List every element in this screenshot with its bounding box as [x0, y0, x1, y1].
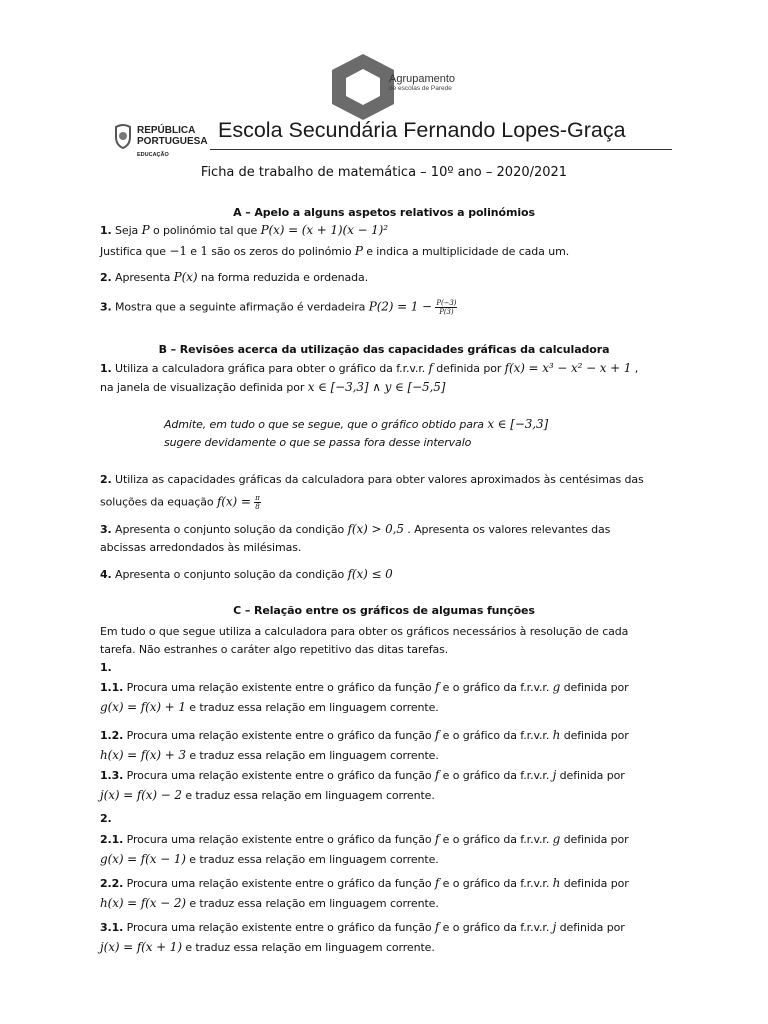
section-a-title: A – Apelo a alguns aspetos relativos a polinómios: [233, 206, 535, 219]
c-item-line1: 2.2. Procura uma relação existente entre o gráfico da função f e o gráfico da f.r.v.r. h definida por: [100, 876, 629, 890]
a-q3-fraction: $\frac{P(-3)}{P(3)}$: [436, 299, 457, 316]
b-q2-line1: 2. Utiliza as capacidades gráficas da calculadora para obter valores aproximados às centésimas das: [100, 473, 644, 486]
b-note-line1: Admite, em tudo o que se segue, que o gráfico obtido para x ∈ [−3,3]: [164, 417, 549, 431]
c-intro-line2: tarefa. Não estranhes o caráter algo repetitivo das ditas tarefas.: [100, 643, 449, 656]
republica-line1: REPÚBLICA: [137, 125, 196, 136]
c-item-line2: j(x) = f(x) − 2 e traduz essa relação em linguagem corrente.: [100, 788, 435, 802]
agrupamento-subtitle: de escolas de Parede: [389, 85, 452, 92]
c-item-line2: g(x) = f(x − 1) e traduz essa relação em linguagem corrente.: [100, 852, 439, 866]
c-group2-label: 2.: [100, 812, 112, 825]
c-item-line1: 3.1. Procura uma relação existente entre o gráfico da função f e o gráfico da f.r.v.r. j definida por: [100, 920, 625, 934]
republica-emblem-icon: [112, 123, 134, 149]
b-q4: 4. Apresenta o conjunto solução da condição f(x) ≤ 0: [100, 567, 393, 581]
a-q2: 2. Apresenta P(x) na forma reduzida e ordenada.: [100, 270, 369, 284]
c-item-line1: 2.1. Procura uma relação existente entre o gráfico da função f e o gráfico da f.r.v.r. g definida por: [100, 832, 629, 846]
c-item-line2: g(x) = f(x) + 1 e traduz essa relação em linguagem corrente.: [100, 700, 439, 714]
c-item-line2: j(x) = f(x + 1) e traduz essa relação em linguagem corrente.: [100, 940, 435, 954]
agrupamento-text: [389, 74, 455, 93]
a-q1-line1: 1. Seja P o polinómio tal que P(x) = (x + 1)(x − 1)²: [100, 223, 388, 237]
b-q3-line1: 3. Apresenta o conjunto solução da condição f(x) > 0,5 . Apresenta os valores relevantes das: [100, 522, 611, 536]
c-intro-line1: Em tudo o que segue utiliza a calculadora para obter os gráficos necessários à resolução de cada: [100, 625, 629, 638]
republica-text: [137, 125, 208, 147]
c-item-line1: 1.1. Procura uma relação existente entre o gráfico da função f e o gráfico da f.r.v.r. g definida por: [100, 680, 629, 694]
document-title: Ficha de trabalho de matemática – 10º ano – 2020/2021: [200, 165, 568, 180]
c-item-line2: h(x) = f(x − 2) e traduz essa relação em linguagem corrente.: [100, 896, 439, 910]
agrupamento-title: Agrupamento: [389, 73, 456, 85]
educacao-label: EDUCAÇÃO: [137, 152, 169, 158]
school-name: Escola Secundária Fernando Lopes-Graça: [218, 118, 626, 142]
a-q3: 3. Mostra que a seguinte afirmação é verdadeira P(2) = 1 − $\frac{P(-3)}{P(3)}$: [100, 299, 457, 316]
b-q3-line2: abcissas arredondados às milésimas.: [100, 541, 302, 554]
b-q2-fraction: $\frac{\pi}{8}$: [255, 494, 260, 511]
section-c-title: C – Relação entre os gráficos de algumas funções: [233, 604, 535, 617]
c-item-line2: h(x) = f(x) + 3 e traduz essa relação em linguagem corrente.: [100, 748, 439, 762]
b-q2-line2: soluções da equação f(x) = $\frac{\pi}{8}$: [100, 494, 260, 511]
b-q1-line2: na janela de visualização definida por x ∈ [−3,3] ∧ y ∈ [−5,5]: [100, 380, 446, 394]
section-b-title: B – Revisões acerca da utilização das capacidades gráficas da calculadora: [158, 343, 610, 356]
a-q1-line2: Justifica que −1 e 1 são os zeros do polinómio P e indica a multiplicidade de cada um.: [100, 244, 570, 258]
b-q1-line1: 1. Utiliza a calculadora gráfica para obter o gráfico da f.r.v.r. f definida por f(x) = x³ − x² − x + 1 ,: [100, 361, 639, 375]
header-rule: [210, 149, 672, 150]
c-item-line1: 1.2. Procura uma relação existente entre o gráfico da função f e o gráfico da f.r.v.r. h definida por: [100, 728, 629, 742]
c-group1-label: 1.: [100, 661, 112, 674]
b-note-line2: sugere devidamente o que se passa fora desse intervalo: [164, 436, 472, 449]
c-item-line1: 1.3. Procura uma relação existente entre o gráfico da função f e o gráfico da f.r.v.r. j definida por: [100, 768, 625, 782]
republica-line2: PORTUGUESA: [137, 136, 208, 147]
